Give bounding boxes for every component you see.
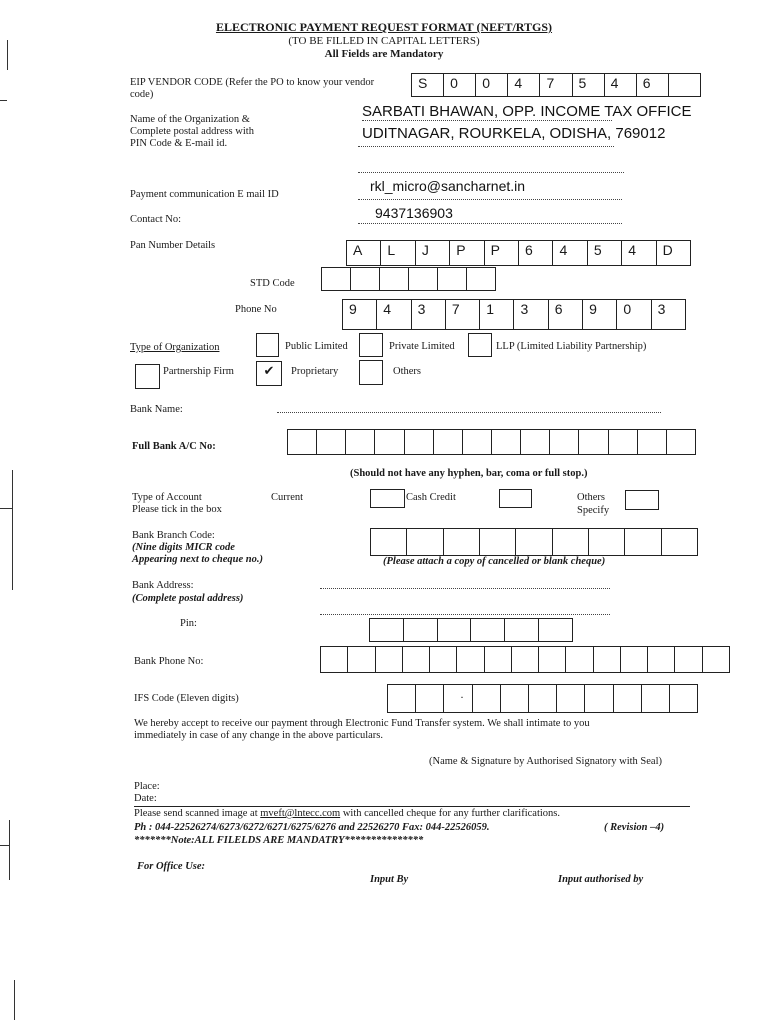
- digit-box[interactable]: [322, 268, 351, 290]
- digit-box[interactable]: [405, 430, 434, 454]
- digit-box[interactable]: [434, 430, 463, 454]
- digit-box[interactable]: [480, 529, 516, 555]
- org-label: Name of the Organization &: [130, 114, 250, 125]
- digit-box[interactable]: [457, 647, 484, 672]
- digit-box[interactable]: [348, 647, 375, 672]
- digit-box[interactable]: [444, 685, 472, 712]
- contact-label: Contact No:: [130, 214, 182, 225]
- digit-box[interactable]: [370, 619, 404, 641]
- digit-box[interactable]: [703, 647, 729, 672]
- pan-label: Pan Number Details: [130, 240, 216, 251]
- account-type-hint: Please tick in the box: [132, 504, 222, 515]
- private-limited-label: Private Limited: [389, 341, 455, 352]
- digit-box[interactable]: D: [662, 242, 673, 258]
- digit-box[interactable]: 1: [480, 300, 514, 329]
- mandatory-note: *******Note:ALL FILELDS ARE MANDATRY***************: [134, 835, 424, 846]
- digit-box[interactable]: 0: [476, 74, 508, 96]
- digit-box[interactable]: [438, 268, 467, 290]
- public-limited-label: Public Limited: [285, 341, 348, 352]
- digit-box[interactable]: [667, 430, 695, 454]
- margin-mark: [9, 820, 10, 880]
- email-dotline: [358, 199, 622, 200]
- revision-label: ( Revision –4): [604, 822, 665, 833]
- mandatory-notice: All Fields are Mandatory: [324, 48, 444, 60]
- digit-box[interactable]: [501, 685, 529, 712]
- page-subtitle: (TO BE FILLED IN CAPITAL LETTERS): [288, 35, 480, 47]
- digit-box[interactable]: 7: [540, 74, 572, 96]
- pin-label: Pin:: [180, 618, 197, 629]
- digit-box[interactable]: [473, 685, 501, 712]
- margin-mark: [14, 980, 15, 1020]
- digit-box[interactable]: [675, 647, 702, 672]
- contact-field[interactable]: 9437136903: [375, 205, 453, 221]
- micr-code-boxes[interactable]: [370, 528, 698, 556]
- digit-box[interactable]: [288, 430, 317, 454]
- digit-box[interactable]: [485, 647, 512, 672]
- digit-box[interactable]: [463, 430, 492, 454]
- digit-box[interactable]: [638, 430, 667, 454]
- digit-box[interactable]: [566, 647, 593, 672]
- public-limited-checkbox[interactable]: [256, 333, 279, 357]
- digit-box[interactable]: 5: [573, 74, 605, 96]
- digit-box[interactable]: 6: [549, 300, 583, 329]
- org-dotline: [358, 172, 624, 173]
- digit-box[interactable]: [317, 430, 346, 454]
- specify-label: Specify: [577, 505, 610, 516]
- digit-box[interactable]: [589, 529, 625, 555]
- digit-box[interactable]: [438, 619, 472, 641]
- account-note: (Should not have any hyphen, bar, coma or full stop.): [350, 468, 588, 479]
- digit-box[interactable]: [516, 529, 552, 555]
- digit-box[interactable]: [521, 430, 550, 454]
- digit-box[interactable]: 4: [508, 74, 540, 96]
- digit-box[interactable]: 0: [444, 74, 476, 96]
- check-mark-icon: ✔: [263, 364, 275, 379]
- margin-mark: [0, 508, 12, 509]
- cash-credit-checkbox[interactable]: [499, 489, 532, 508]
- send-instruction: Please send scanned image at mveft@lntecc.com with cancelled cheque for any further clarifications.: [134, 808, 561, 819]
- digit-box[interactable]: 4: [553, 241, 587, 265]
- others-account-checkbox[interactable]: [625, 490, 659, 510]
- bank-name-field[interactable]: [277, 412, 661, 413]
- digit-box[interactable]: [670, 685, 697, 712]
- digit-box[interactable]: [444, 529, 480, 555]
- digit-box[interactable]: L: [381, 241, 415, 265]
- place-label: Place:: [134, 781, 160, 792]
- page-title: ELECTRONIC PAYMENT REQUEST FORMAT (NEFT/RTGS): [215, 20, 553, 34]
- digit-box[interactable]: [512, 647, 539, 672]
- digit-box[interactable]: 6: [519, 241, 553, 265]
- date-label: Date:: [134, 793, 157, 804]
- digit-box[interactable]: [585, 685, 613, 712]
- cheque-note: (Please attach a copy of cancelled or blank cheque): [383, 556, 606, 567]
- pan-boxes[interactable]: [346, 240, 691, 266]
- bank-address-field-2[interactable]: [320, 614, 610, 615]
- vendor-code-label: EIP VENDOR CODE (Refer the PO to know your vendor: [130, 77, 375, 88]
- digit-box[interactable]: [550, 430, 579, 454]
- footer-divider: [134, 806, 690, 807]
- digit-box[interactable]: 7: [446, 300, 480, 329]
- account-label: Full Bank A/C No:: [132, 441, 216, 452]
- digit-box[interactable]: [529, 685, 557, 712]
- digit-box[interactable]: [467, 268, 495, 290]
- account-type-label: Type of Account: [132, 492, 202, 503]
- others-label: Others: [393, 366, 421, 377]
- ifsc-label: IFS Code (Eleven digits): [134, 693, 239, 704]
- digit-box[interactable]: [430, 647, 457, 672]
- contact-phones: Ph : 044-22526274/6273/6272/6271/6275/6276 and 22526270 Fax: 044-22526059.: [134, 822, 490, 833]
- digit-box[interactable]: 4: [622, 241, 656, 265]
- margin-mark: [0, 100, 7, 101]
- office-use-label: For Office Use:: [137, 861, 206, 872]
- org-dotline: [362, 120, 612, 121]
- partnership-checkbox[interactable]: [135, 364, 160, 389]
- digit-box[interactable]: [614, 685, 642, 712]
- digit-box[interactable]: [662, 529, 697, 555]
- input-authorised-label: Input authorised by: [558, 874, 644, 885]
- margin-mark: [12, 470, 13, 590]
- digit-box[interactable]: 3: [657, 301, 666, 317]
- bank-name-label: Bank Name:: [130, 404, 183, 415]
- digit-box[interactable]: [594, 647, 621, 672]
- digit-box[interactable]: 0: [617, 300, 651, 329]
- digit-box[interactable]: [625, 529, 661, 555]
- email-field[interactable]: rkl_micro@sancharnet.in: [370, 178, 526, 194]
- digit-box[interactable]: [648, 647, 675, 672]
- std-code-boxes[interactable]: [321, 267, 496, 291]
- contact-email-link[interactable]: mveft@lntecc.com: [260, 808, 341, 819]
- digit-box[interactable]: [553, 529, 589, 555]
- partnership-label: Partnership Firm: [163, 366, 234, 377]
- email-label: Payment communication E mail ID: [130, 189, 279, 200]
- digit-box[interactable]: 6: [637, 74, 669, 96]
- digit-box[interactable]: [669, 74, 700, 96]
- digit-box[interactable]: A: [347, 241, 381, 265]
- digit-box[interactable]: [388, 685, 416, 712]
- proprietary-label: Proprietary: [291, 366, 339, 377]
- org-dotline: [358, 146, 614, 147]
- digit-box[interactable]: 3: [412, 300, 446, 329]
- input-by-label: Input By: [370, 874, 409, 885]
- branch-code-hint-2: Appearing next to cheque no.): [132, 554, 263, 565]
- digit-box[interactable]: [621, 647, 648, 672]
- private-limited-checkbox[interactable]: [359, 333, 383, 357]
- digit-box[interactable]: J: [416, 241, 450, 265]
- std-label: STD Code: [250, 278, 295, 289]
- digit-box[interactable]: 4: [377, 300, 411, 329]
- digit-box[interactable]: [371, 529, 407, 555]
- declaration-line-1: We hereby accept to receive our payment through Electronic Fund Transfer system. We shall intimate to you: [134, 718, 590, 729]
- digit-box[interactable]: P: [485, 241, 519, 265]
- others-checkbox[interactable]: [359, 360, 383, 385]
- digit-box[interactable]: [351, 268, 380, 290]
- digit-box[interactable]: [346, 430, 375, 454]
- digit-box[interactable]: [557, 685, 585, 712]
- digit-box[interactable]: 9: [343, 300, 377, 329]
- contact-dotline: [358, 223, 622, 224]
- phone-label: Phone No: [235, 304, 277, 315]
- digit-box[interactable]: [471, 619, 505, 641]
- digit-box[interactable]: [539, 647, 566, 672]
- llp-checkbox[interactable]: [468, 333, 492, 357]
- digit-box[interactable]: [609, 430, 638, 454]
- digit-box[interactable]: [505, 619, 539, 641]
- bank-address-hint: (Complete postal address): [132, 593, 244, 604]
- digit-box[interactable]: [404, 619, 438, 641]
- org-label-2: Complete postal address with: [130, 126, 254, 137]
- digit-box[interactable]: 4: [605, 74, 637, 96]
- digit-box[interactable]: [409, 268, 438, 290]
- digit-box[interactable]: [539, 619, 572, 641]
- pin-boxes[interactable]: [369, 618, 573, 642]
- signature-label: (Name & Signature by Authorised Signatory with Seal): [429, 756, 663, 767]
- digit-box[interactable]: [407, 529, 443, 555]
- digit-box[interactable]: 9: [583, 300, 617, 329]
- digit-box[interactable]: [492, 430, 521, 454]
- digit-box[interactable]: 3: [514, 300, 548, 329]
- org-type-label: Type of Organization: [130, 342, 220, 353]
- branch-code-label: Bank Branch Code:: [132, 530, 215, 541]
- current-label: Current: [271, 492, 304, 503]
- llp-label: LLP (Limited Liability Partnership): [496, 341, 647, 352]
- digit-box[interactable]: [416, 685, 444, 712]
- others-account-label: Others: [577, 492, 605, 503]
- account-number-boxes[interactable]: [287, 429, 696, 455]
- digit-box[interactable]: [321, 647, 348, 672]
- proprietary-checkbox[interactable]: [256, 361, 282, 386]
- digit-box[interactable]: [376, 647, 403, 672]
- vendor-code-label-cont: code): [130, 89, 154, 100]
- phone-boxes[interactable]: [342, 299, 686, 330]
- bank-address-label: Bank Address:: [132, 580, 194, 591]
- ifsc-boxes[interactable]: [387, 684, 698, 713]
- declaration-line-2: immediately in case of any change in the above particulars.: [134, 730, 383, 741]
- digit-box[interactable]: [642, 685, 670, 712]
- digit-box[interactable]: [375, 430, 404, 454]
- org-label-3: PIN Code & E-mail id.: [130, 138, 228, 149]
- branch-code-hint: (Nine digits MICR code: [132, 542, 235, 553]
- digit-box[interactable]: [380, 268, 409, 290]
- bank-phone-label: Bank Phone No:: [134, 656, 204, 667]
- bank-address-field[interactable]: [320, 588, 610, 589]
- cash-credit-label: Cash Credit: [406, 492, 456, 503]
- digit-box[interactable]: S: [412, 74, 444, 96]
- digit-box[interactable]: [403, 647, 430, 672]
- current-checkbox[interactable]: [370, 489, 405, 508]
- org-address-line-1[interactable]: SARBATI BHAWAN, OPP. INCOME TAX OFFICE: [362, 103, 692, 120]
- vendor-code-boxes[interactable]: [411, 73, 701, 97]
- bank-phone-boxes[interactable]: [320, 646, 730, 673]
- digit-box[interactable]: 5: [588, 241, 622, 265]
- digit-box[interactable]: P: [450, 241, 484, 265]
- digit-box[interactable]: [579, 430, 608, 454]
- ifsc-dot: ·: [460, 690, 464, 704]
- org-address-line-2[interactable]: UDITNAGAR, ROURKELA, ODISHA, 769012: [362, 125, 666, 142]
